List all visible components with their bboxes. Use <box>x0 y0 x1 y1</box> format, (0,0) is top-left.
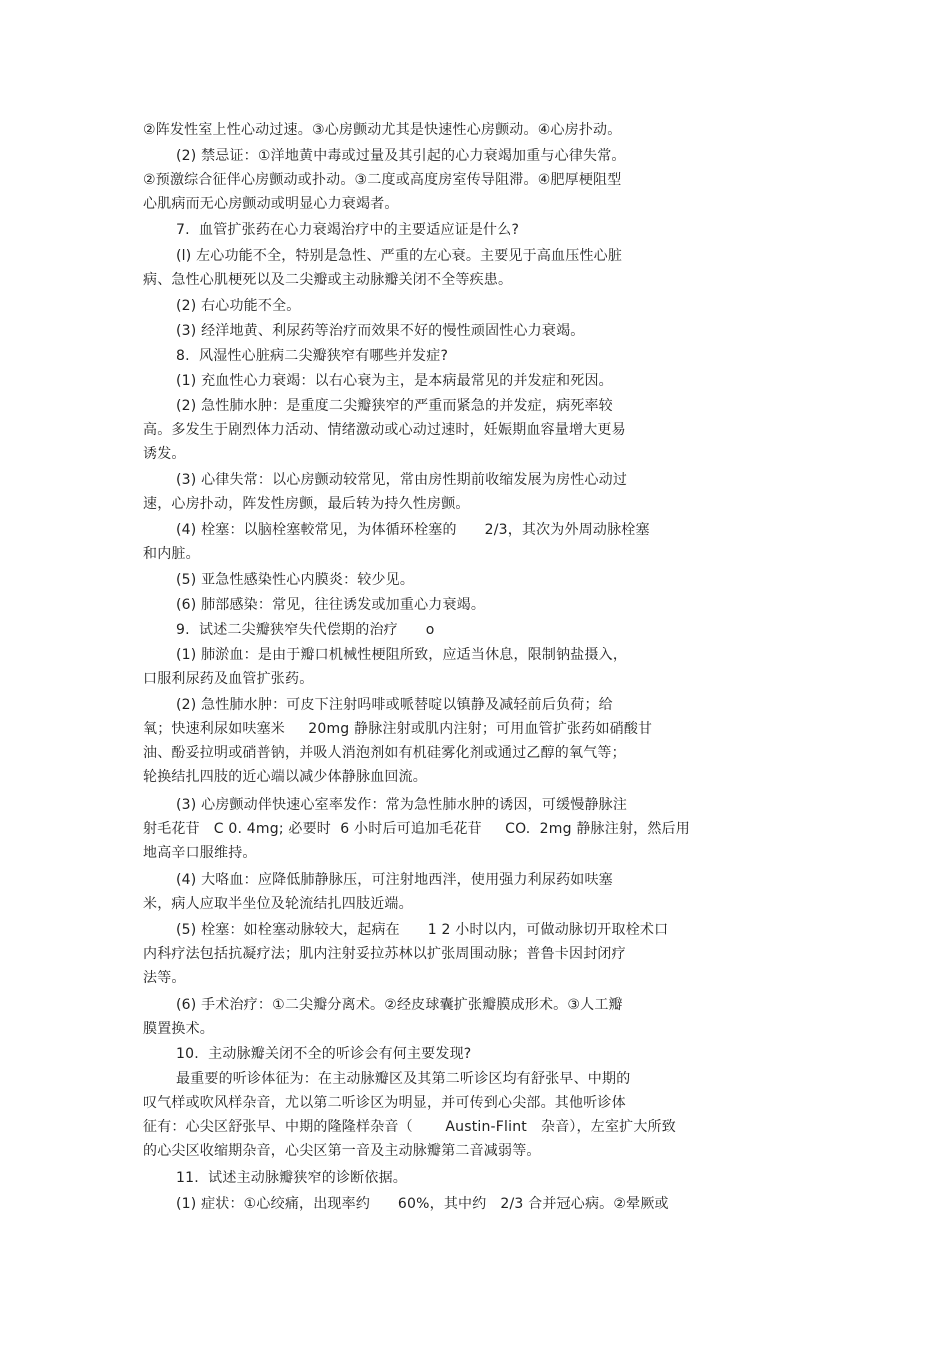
text-line: 诱发。 <box>143 446 186 462</box>
text-line: 的心尖区收缩期杂音，心尖区第一音及主动脉瓣第二音减弱等。 <box>143 1143 541 1159</box>
text-line: 速，心房扑动，阵发性房颤，最后转为持久性房颤。 <box>143 496 470 512</box>
text-line: 心肌病而无心房颤动或明显心力衰竭者。 <box>143 196 399 212</box>
text-line: 地高辛口服维持。 <box>143 845 257 861</box>
text-line: 口服利尿药及血管扩张药。 <box>143 671 314 687</box>
text-line: (6) 手术治疗：①二尖瓣分离术。②经皮球囊扩张瓣膜成形术。③人工瓣 <box>176 997 623 1013</box>
question-heading: 10. 主动脉瓣关闭不全的听诊会有何主要发现? <box>176 1046 472 1062</box>
question-heading: 8. 风湿性心脏病二尖瓣狭窄有哪些并发症? <box>176 348 449 364</box>
text-line: (6) 肺部感染：常见，往往诱发或加重心力衰竭。 <box>176 597 486 613</box>
text-line: (2) 右心功能不全。 <box>176 298 301 314</box>
text-line: (2) 禁忌证：①洋地黄中毒或过量及其引起的心力衰竭加重与心律失常。 <box>176 148 626 164</box>
text-line: 米，病人应取半坐位及轮流结扎四肢近端。 <box>143 896 413 912</box>
text-line: (5) 亚急性感染性心内膜炎：较少见。 <box>176 572 415 588</box>
text-line: 膜置换术。 <box>143 1021 214 1037</box>
text-line: 高。多发生于剧烈体力活动、情绪激动或心动过速时，妊娠期血容量增大更易 <box>143 422 626 438</box>
text-line: 最重要的听诊体征为：在主动脉瓣区及其第二听诊区均有舒张早、中期的 <box>176 1071 631 1087</box>
text-line: 法等。 <box>143 970 186 986</box>
text-line: (5) 栓塞：如栓塞动脉较大，起病在 1 2 小时以内，可做动脉切开取栓术口 <box>176 922 669 938</box>
text-line: 病、急性心肌梗死以及二尖瓣或主动脉瓣关闭不全等疾患。 <box>143 272 513 288</box>
text-line: (3) 心律失常：以心房颤动较常见，常由房性期前收缩发展为房性心动过 <box>176 472 628 488</box>
text-line: (2) 急性肺水肿：可皮下注射吗啡或哌替啶以镇静及减轻前后负荷；给 <box>176 697 613 713</box>
question-heading: 9. 试述二尖瓣狭窄失代偿期的治疗 o <box>176 622 435 638</box>
text-line: (3) 经洋地黄、利尿药等治疗而效果不好的慢性顽固性心力衰竭。 <box>176 323 585 339</box>
text-line: 油、酚妥拉明或硝普钠，并吸人消泡剂如有机硅雾化剂或通过乙醇的氧气等； <box>143 745 626 761</box>
text-line: (3) 心房颤动伴快速心室率发作：常为急性肺水肿的诱因，可缓慢静脉注 <box>176 797 628 813</box>
text-line: 氧；快速利尿如呋塞米 20mg 静脉注射或肌内注射；可用血管扩张药如硝酸甘 <box>143 721 653 737</box>
text-line: 轮换结扎四肢的近心端以减少体静脉血回流。 <box>143 769 427 785</box>
question-heading: 7. 血管扩张药在心力衰竭治疗中的主要适应证是什么? <box>176 222 520 238</box>
text-line: 和内脏。 <box>143 546 200 562</box>
text-line: (1) 充血性心力衰竭：以右心衰为主，是本病最常见的并发症和死因。 <box>176 373 613 389</box>
text-line: 叹气样或吹风样杂音，尤以第二听诊区为明显，并可传到心尖部。其他听诊体 <box>143 1095 626 1111</box>
text-line: 射毛花苷 C 0. 4mg; 必要时 6 小时后可追加毛花苷 CO. 2mg 静脉注射，然后用 <box>143 821 690 837</box>
text-line: (2) 急性肺水肿：是重度二尖瓣狭窄的严重而紧急的并发症，病死率较 <box>176 398 613 414</box>
text-line: 征有：心尖区舒张早、中期的隆隆样杂音（ Austin-Flint 杂音），左室扩大所致 <box>143 1119 676 1135</box>
text-line: ②阵发性室上性心动过速。③心房颤动尤其是快速性心房颤动。④心房扑动。 <box>143 122 622 138</box>
text-line: (4) 大咯血：应降低肺静脉压，可注射地西泮，使用强力利尿药如呋塞 <box>176 872 613 888</box>
text-line: (l) 左心功能不全，特别是急性、严重的左心衰。主要见于高血压性心脏 <box>176 248 623 264</box>
text-line: 内科疗法包括抗凝疗法；肌内注射妥拉苏林以扩张周围动脉；普鲁卡因封闭疗 <box>143 946 626 962</box>
question-heading: 11. 试述主动脉瓣狭窄的诊断依据。 <box>176 1170 407 1186</box>
text-line: ②预激综合征伴心房颤动或扑动。③二度或高度房室传导阻滞。④肥厚梗阻型 <box>143 172 622 188</box>
text-line: (1) 肺淤血：是由于瓣口机械性梗阻所致，应适当休息，限制钠盐摄入， <box>176 647 628 663</box>
text-line: (1) 症状：①心绞痛，出现率约 60%，其中约 2/3 合并冠心病。②晕厥或 <box>176 1196 669 1212</box>
text-line: (4) 栓塞：以脑栓塞較常见，为体循环栓塞的 2/3，其次为外周动脉栓塞 <box>176 522 650 538</box>
